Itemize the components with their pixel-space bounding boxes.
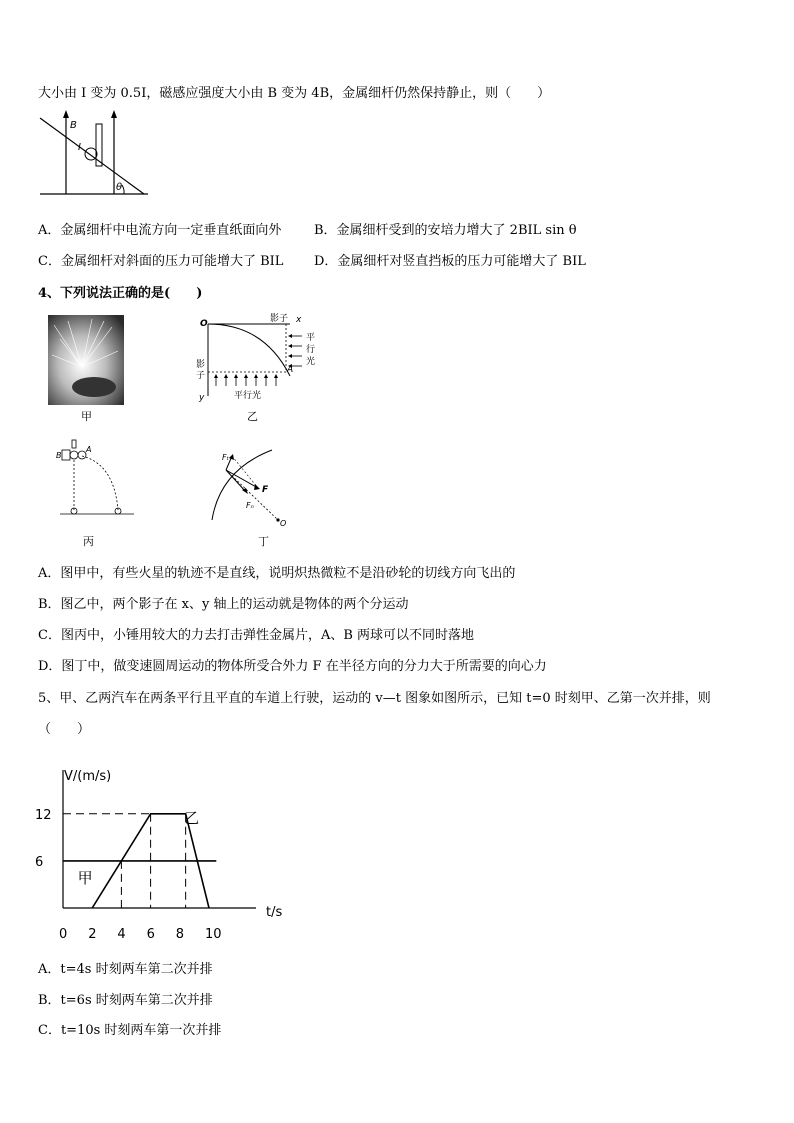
q4-ding-label-o: O bbox=[280, 519, 287, 528]
q5-option-a: A．t=4s 时刻两车第二次并排 bbox=[38, 962, 213, 977]
q3-label-b: B bbox=[70, 120, 77, 131]
q4-fig-jia-caption: 甲 bbox=[81, 410, 92, 423]
q4-option-d: D．图丁中，做变速圆周运动的物体所受合外力 F 在半径方向的分力大于所需要的向心力 bbox=[38, 659, 547, 674]
q4-option-c: C．图丙中，小锤用较大的力去打击弹性金属片，A、B 两球可以不同时落地 bbox=[38, 628, 475, 643]
q4-yi-label-shadow-left-2: 子 bbox=[196, 371, 206, 381]
q5-stem-line1: 5、甲、乙两汽车在两条平行且平直的车道上行驶，运动的 v—t 图象如图所示，已知 t=0 时刻甲、乙第一次并排，则 bbox=[38, 691, 711, 706]
q4-fig-jia-photo bbox=[48, 315, 124, 405]
q4-yi-label-parallel-bottom: 平行光 bbox=[234, 391, 262, 401]
q3-option-c: C．金属细杆对斜面的压力可能增大了 BIL bbox=[38, 254, 284, 269]
x-tick-label-4: 8 bbox=[175, 927, 185, 942]
x-tick-label-5: 10 bbox=[205, 927, 222, 942]
q4-ding-label-fn: Fₙ bbox=[246, 501, 254, 510]
q4-fig-yi-caption: 乙 bbox=[247, 410, 258, 423]
q4-yi-label-parallel-right-2: 行 bbox=[306, 345, 316, 355]
q4-yi-label-parallel-right-3: 光 bbox=[306, 357, 316, 367]
q5-stem-line2: （ ） bbox=[38, 722, 91, 737]
q4-fig-ding bbox=[202, 446, 298, 528]
x-tick-label-2: 4 bbox=[117, 927, 126, 942]
q4-yi-label-y: y bbox=[199, 393, 205, 403]
q4-option-a: A．图甲中，有些火星的轨迹不是直线，说明炽热微粒不是沿砂轮的切线方向飞出的 bbox=[38, 566, 516, 581]
q4-yi-label-o: O bbox=[200, 319, 208, 329]
y-tick-label-0: 6 bbox=[35, 854, 44, 870]
q5-option-b: B．t=6s 时刻两车第二次并排 bbox=[38, 993, 213, 1008]
q4-fig-bing-caption: 丙 bbox=[83, 535, 94, 548]
q4-fig-ding-caption: 丁 bbox=[258, 535, 269, 548]
q3-option-d: D．金属细杆对竖直挡板的压力可能增大了 BIL bbox=[314, 254, 586, 269]
q4-bing-label-b: B bbox=[56, 451, 62, 460]
q3-label-theta: θ bbox=[116, 182, 123, 193]
q3-option-b: B．金属细杆受到的安培力增大了 2BIL sin θ bbox=[314, 223, 577, 238]
x-tick-label-3: 6 bbox=[146, 927, 155, 942]
q4-yi-label-shadow-left-1: 影 bbox=[196, 360, 206, 370]
series-label-yi: 乙 bbox=[184, 809, 200, 828]
q3-option-a: A．金属细杆中电流方向一定垂直纸面向外 bbox=[38, 223, 282, 238]
chart-y-label: V/(m/s) bbox=[64, 769, 112, 784]
q3-figure bbox=[36, 110, 154, 200]
q4-stem: 4、下列说法正确的是( ) bbox=[38, 286, 203, 301]
q5-vt-chart bbox=[30, 760, 300, 946]
q3-label-i: I bbox=[78, 142, 81, 153]
q4-yi-label-parallel-right-1: 平 bbox=[306, 333, 316, 343]
q4-fig-bing bbox=[56, 436, 136, 520]
x-tick-label-1: 2 bbox=[88, 927, 97, 942]
q4-option-b: B．图乙中，两个影子在 x、y 轴上的运动就是物体的两个分运动 bbox=[38, 597, 409, 612]
q4-ding-label-f: F bbox=[262, 485, 269, 495]
q4-yi-label-a: A bbox=[287, 365, 294, 375]
chart-x-label: t/s bbox=[266, 905, 283, 920]
y-tick-label-1: 12 bbox=[35, 807, 52, 823]
q4-fig-yi bbox=[194, 312, 324, 408]
q5-option-c: C．t=10s 时刻两车第一次并排 bbox=[38, 1023, 222, 1038]
q4-yi-label-shadow-top: 影子 bbox=[270, 314, 289, 324]
q4-bing-label-a: A bbox=[86, 445, 92, 454]
x-tick-label-0: 0 bbox=[59, 927, 68, 942]
q3-stem-tail: 大小由 I 变为 0.5I，磁感应强度大小由 B 变为 4B，金属细杆仍然保持静止，则（ ） bbox=[38, 86, 551, 101]
q4-ding-label-ft: Fₜ bbox=[222, 453, 229, 462]
q4-yi-label-x: x bbox=[296, 315, 302, 325]
series-label-jia: 甲 bbox=[77, 868, 93, 887]
